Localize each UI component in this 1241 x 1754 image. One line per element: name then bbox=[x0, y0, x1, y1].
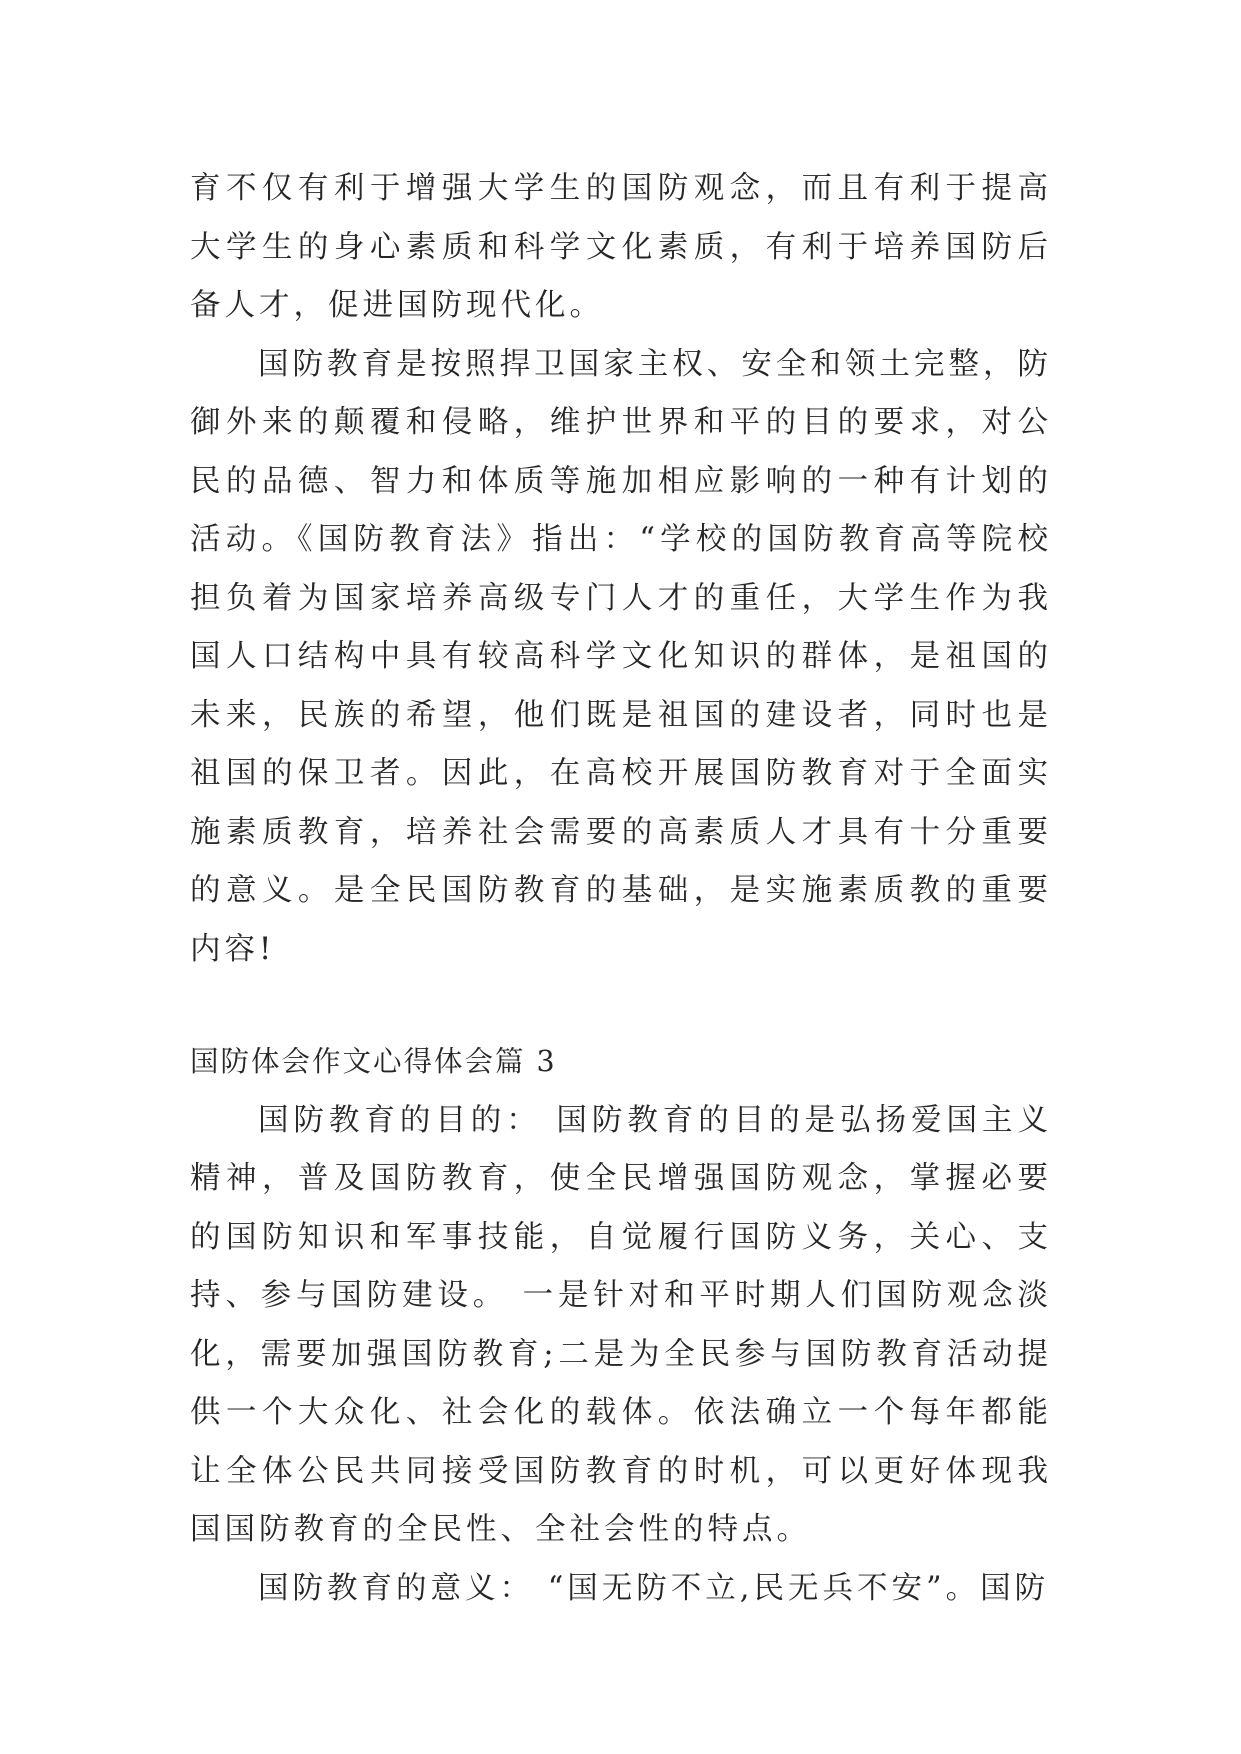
paragraph-1: 育不仅有利于增强大学生的国防观念，而且有利于提高大学生的身心素质和科学文化素质，有利于培养国防后备人才，促进国防现代化。 bbox=[190, 171, 1052, 323]
paragraph-2: 国防教育是按照捍卫国家主权、安全和领土完整，防御外来的颠覆和侵略，维护世界和平的目的要求，对公民的品德、智力和体质等施加相应影响的一种有计划的活动。《国防教育法》指出：“学校的国防教育高等院校担负着为国家培养高级专门人才的重任，大学生作为我国人口结构中具有较高科学文化知识的群体，是祖国的未来，民族的希望，他们既是祖国的建设者，同时也是祖国的保卫者。因此，在高校开展国防教育对于全面实施素质教育，培养社会需要的高素质人才具有十分重要的意义。是全民国防教育的基础，是实施素质教的重要内容! bbox=[190, 346, 1052, 967]
section-title: 国防体会作文心得体会篇 3 bbox=[190, 1045, 557, 1078]
document-body bbox=[190, 160, 1052, 1618]
paragraph-4: 国防教育的意义： “国无防不立,民无兵不安”。国防 bbox=[258, 1570, 1050, 1606]
paragraph-3: 国防教育的目的： 国防教育的目的是弘扬爱国主义精神，普及国防教育，使全民增强国防观念，掌握必要的国防知识和军事技能，自觉履行国防义务，关心、支持、参与国防建设。 一是针对和平时期人们国防观念淡化，需要加强国防教育;二是为全民参与国防教育活动提供一个大众化、社会化的载体。依法确立一个每年都能让全体公民共同接受国防教育的时机，可以更好体现我国国防教育的全民性、全社会性的特点。 bbox=[190, 1102, 1052, 1547]
